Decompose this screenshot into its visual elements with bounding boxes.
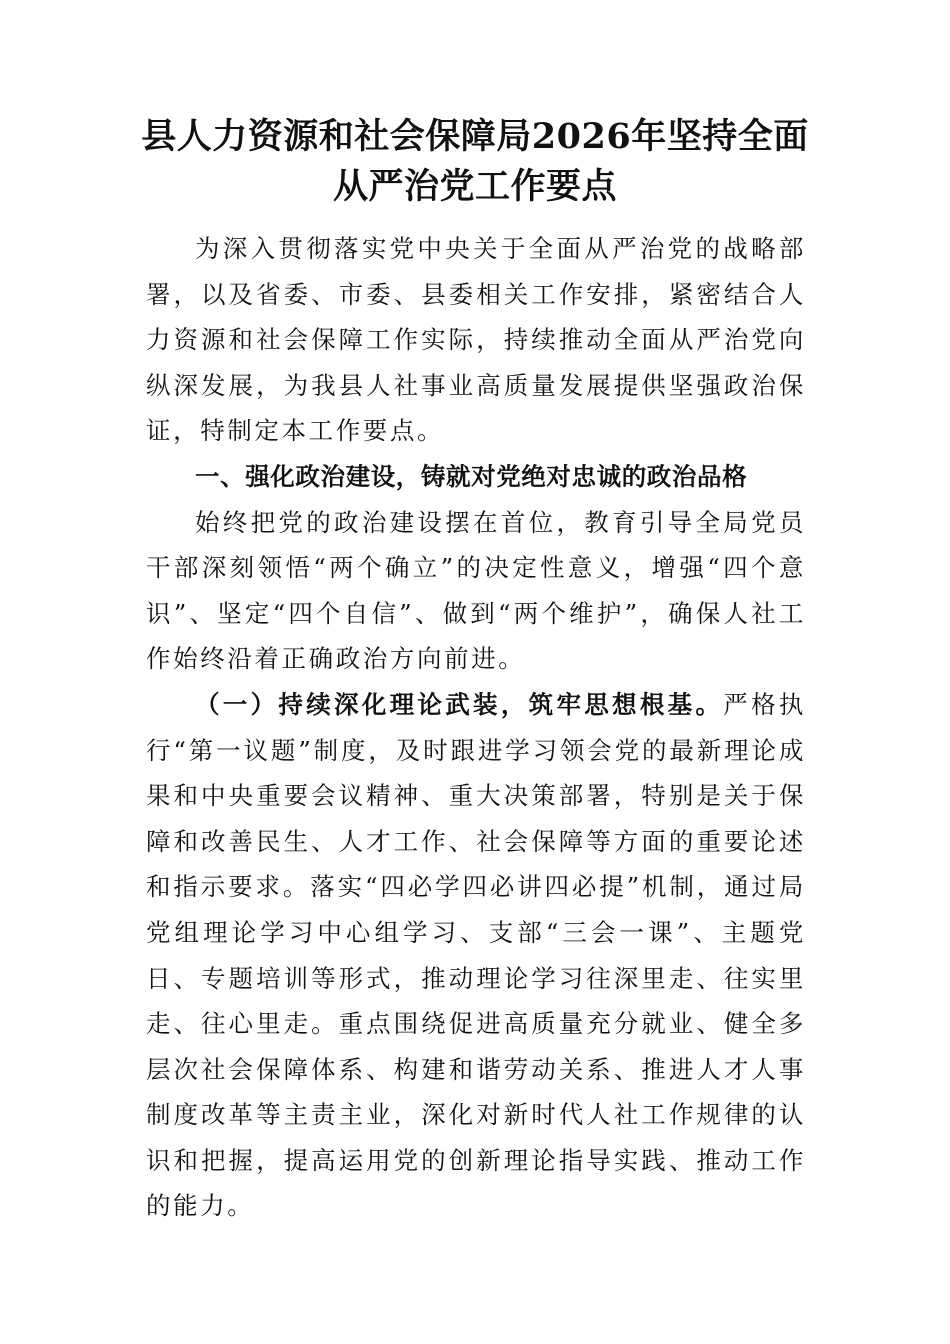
section-1-paragraph: 始终把党的政治建设摆在首位，教育引导全局党员干部深刻领悟“两个确立”的决定性意义，增强“四个意识”、坚定“四个自信”、做到“两个维护”，确保人社工作始终沿着正确政治方向前进。 [146, 507, 806, 674]
intro-paragraph: 为深入贯彻落实党中央关于全面从严治党的战略部署，以及省委、市委、县委相关工作安排，紧密结合人力资源和社会保障工作实际，持续推动全面从严治党向纵深发展，为我县人社事业高质量发展提供坚强政治保证，特制定本工作要点。 [146, 234, 806, 446]
item-1-lead: （一）持续深化理论武装，筑牢思想根基。 [195, 689, 724, 719]
item-1-paragraph [146, 682, 806, 1229]
document-body [146, 226, 806, 1229]
item-1-text: 严格执行“第一议题”制度，及时跟进学习领会党的最新理论成果和中央重要会议精神、重大决策部署，特别是关于保障和改善民生、人才工作、社会保障等方面的重要论述和指示要求。落实“四必学四必讲四必提”机制，通过局党组理论学习中心组学习、支部“三会一课”、主题党日、专题培训等形式，推动理论学习往深里走、往实里走、往心里走。重点围绕促进高质量充分就业、健全多层次社会保障体系、构建和谐劳动关系、推进人才人事制度改革等主责主业，深化对新时代人社工作规律的认识和把握，提高运用党的创新理论指导实践、推动工作的能力。 [146, 689, 806, 1221]
title-line-1: 县人力资源和社会保障局2026年坚持全面 [141, 116, 809, 157]
document-title [120, 112, 830, 212]
section-1-heading: 一、强化政治建设，铸就对党绝对忠诚的政治品格 [195, 461, 748, 491]
title-line-2: 从严治党工作要点 [332, 166, 617, 207]
